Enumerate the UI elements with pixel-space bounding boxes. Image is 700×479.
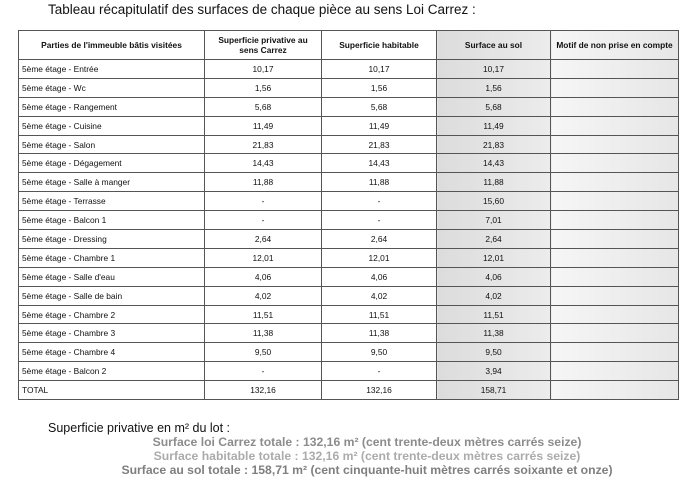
table-row (19, 154, 679, 173)
cell-superficie-carrez: - (205, 192, 322, 211)
table-row (19, 78, 679, 97)
table-row (19, 192, 679, 211)
cell-surface-sol: 14,43 (437, 154, 551, 173)
cell-motif (551, 135, 679, 154)
table-row (19, 248, 679, 267)
cell-partie: 5ème étage - Dégagement (19, 154, 205, 173)
cell-partie: 5ème étage - Wc (19, 78, 205, 97)
surface-table (18, 30, 679, 400)
cell-motif (551, 211, 679, 230)
cell-motif (551, 78, 679, 97)
cell-superficie-carrez: 11,88 (205, 173, 322, 192)
total-habitable-line: Surface habitable totale : 132,16 m² (cent trente-deux mètres carrés seize) (153, 449, 581, 463)
cell-motif (551, 286, 679, 305)
table-row (19, 116, 679, 135)
cell-superficie-carrez: 11,49 (205, 116, 322, 135)
header-superficie-habitable: Superficie habitable (322, 31, 437, 60)
cell-motif (551, 173, 679, 192)
header-motif: Motif de non prise en compte (551, 31, 679, 60)
cell-superficie-carrez: 4,02 (205, 286, 322, 305)
cell-partie: 5ème étage - Entrée (19, 60, 205, 79)
cell-superficie-habitable: - (322, 192, 437, 211)
cell-superficie-carrez: 21,83 (205, 135, 322, 154)
cell-surface-sol: 9,50 (437, 343, 551, 362)
cell-superficie-habitable: 12,01 (322, 248, 437, 267)
cell-partie: 5ème étage - Salon (19, 135, 205, 154)
cell-surface-sol: 15,60 (437, 192, 551, 211)
cell-surface-sol: 11,51 (437, 305, 551, 324)
cell-superficie-habitable: 4,06 (322, 267, 437, 286)
table-total-row (19, 381, 679, 400)
cell-partie: 5ème étage - Chambre 1 (19, 248, 205, 267)
cell-motif (551, 267, 679, 286)
table-row (19, 230, 679, 249)
cell-motif (551, 192, 679, 211)
cell-partie: 5ème étage - Chambre 3 (19, 324, 205, 343)
cell-superficie-habitable: 10,17 (322, 60, 437, 79)
cell-partie: 5ème étage - Balcon 2 (19, 362, 205, 381)
summary-heading: Superficie privative en m² du lot : (48, 421, 231, 435)
cell-superficie-carrez: 11,38 (205, 324, 322, 343)
table-row (19, 173, 679, 192)
cell-superficie-habitable: 9,50 (322, 343, 437, 362)
cell-partie: 5ème étage - Salle d'eau (19, 267, 205, 286)
table-row (19, 211, 679, 230)
cell-superficie-carrez: 14,43 (205, 154, 322, 173)
cell-surface-sol: 5,68 (437, 97, 551, 116)
cell-motif (551, 362, 679, 381)
cell-superficie-habitable: 132,16 (322, 381, 437, 400)
cell-surface-sol: 12,01 (437, 248, 551, 267)
table-row (19, 60, 679, 79)
table-row (19, 343, 679, 362)
cell-superficie-habitable: - (322, 211, 437, 230)
total-carrez-line: Surface loi Carrez totale : 132,16 m² (cent trente-deux mètres carrés seize) (152, 435, 582, 449)
cell-motif (551, 230, 679, 249)
header-superficie-carrez: Superficie privative au sens Carrez (205, 31, 322, 60)
cell-superficie-carrez: - (205, 211, 322, 230)
table-row (19, 286, 679, 305)
cell-superficie-habitable: 2,64 (322, 230, 437, 249)
header-surface-sol: Surface au sol (437, 31, 551, 60)
cell-superficie-carrez: 11,51 (205, 305, 322, 324)
cell-surface-sol: 10,17 (437, 60, 551, 79)
cell-motif (551, 248, 679, 267)
cell-surface-sol: 11,88 (437, 173, 551, 192)
cell-superficie-habitable: 14,43 (322, 154, 437, 173)
cell-superficie-habitable: 4,02 (322, 286, 437, 305)
table-row (19, 135, 679, 154)
cell-motif (551, 97, 679, 116)
cell-partie: 5ème étage - Chambre 4 (19, 343, 205, 362)
table-header-row (19, 31, 679, 60)
cell-motif (551, 116, 679, 135)
cell-superficie-habitable: - (322, 362, 437, 381)
cell-partie: 5ème étage - Dressing (19, 230, 205, 249)
cell-partie: 5ème étage - Balcon 1 (19, 211, 205, 230)
table-row (19, 305, 679, 324)
cell-superficie-habitable: 11,38 (322, 324, 437, 343)
cell-partie: 5ème étage - Rangement (19, 97, 205, 116)
cell-superficie-carrez: 132,16 (205, 381, 322, 400)
document-title: Tableau récapitulatif des surfaces de chaque pièce au sens Loi Carrez : (48, 2, 476, 17)
cell-motif (551, 381, 679, 400)
cell-surface-sol: 2,64 (437, 230, 551, 249)
cell-partie: TOTAL (19, 381, 205, 400)
cell-motif (551, 324, 679, 343)
cell-motif (551, 305, 679, 324)
cell-partie: 5ème étage - Salle à manger (19, 173, 205, 192)
header-parties: Parties de l'immeuble bâtis visitées (19, 31, 205, 60)
total-sol-line: Surface au sol totale : 158,71 m² (cent cinquante-huit mètres carrés soixante et onze) (121, 463, 613, 477)
cell-superficie-habitable: 11,49 (322, 116, 437, 135)
cell-superficie-carrez: 5,68 (205, 97, 322, 116)
table-row (19, 362, 679, 381)
cell-superficie-habitable: 11,51 (322, 305, 437, 324)
cell-superficie-carrez: 9,50 (205, 343, 322, 362)
cell-surface-sol: 1,56 (437, 78, 551, 97)
cell-motif (551, 60, 679, 79)
table-row (19, 324, 679, 343)
table-row (19, 267, 679, 286)
cell-partie: 5ème étage - Chambre 2 (19, 305, 205, 324)
cell-superficie-carrez: 2,64 (205, 230, 322, 249)
cell-motif (551, 343, 679, 362)
cell-superficie-carrez: 10,17 (205, 60, 322, 79)
table-row (19, 97, 679, 116)
cell-surface-sol: 4,02 (437, 286, 551, 305)
cell-surface-sol: 7,01 (437, 211, 551, 230)
cell-superficie-carrez: - (205, 362, 322, 381)
cell-superficie-carrez: 4,06 (205, 267, 322, 286)
cell-surface-sol: 11,49 (437, 116, 551, 135)
cell-motif (551, 154, 679, 173)
cell-partie: 5ème étage - Cuisine (19, 116, 205, 135)
cell-surface-sol: 158,71 (437, 381, 551, 400)
cell-surface-sol: 21,83 (437, 135, 551, 154)
cell-surface-sol: 3,94 (437, 362, 551, 381)
cell-surface-sol: 4,06 (437, 267, 551, 286)
table-body (19, 60, 679, 400)
cell-superficie-habitable: 11,88 (322, 173, 437, 192)
cell-superficie-habitable: 5,68 (322, 97, 437, 116)
cell-superficie-carrez: 12,01 (205, 248, 322, 267)
cell-partie: 5ème étage - Terrasse (19, 192, 205, 211)
cell-partie: 5ème étage - Salle de bain (19, 286, 205, 305)
cell-superficie-habitable: 21,83 (322, 135, 437, 154)
cell-superficie-habitable: 1,56 (322, 78, 437, 97)
cell-superficie-carrez: 1,56 (205, 78, 322, 97)
cell-surface-sol: 11,38 (437, 324, 551, 343)
